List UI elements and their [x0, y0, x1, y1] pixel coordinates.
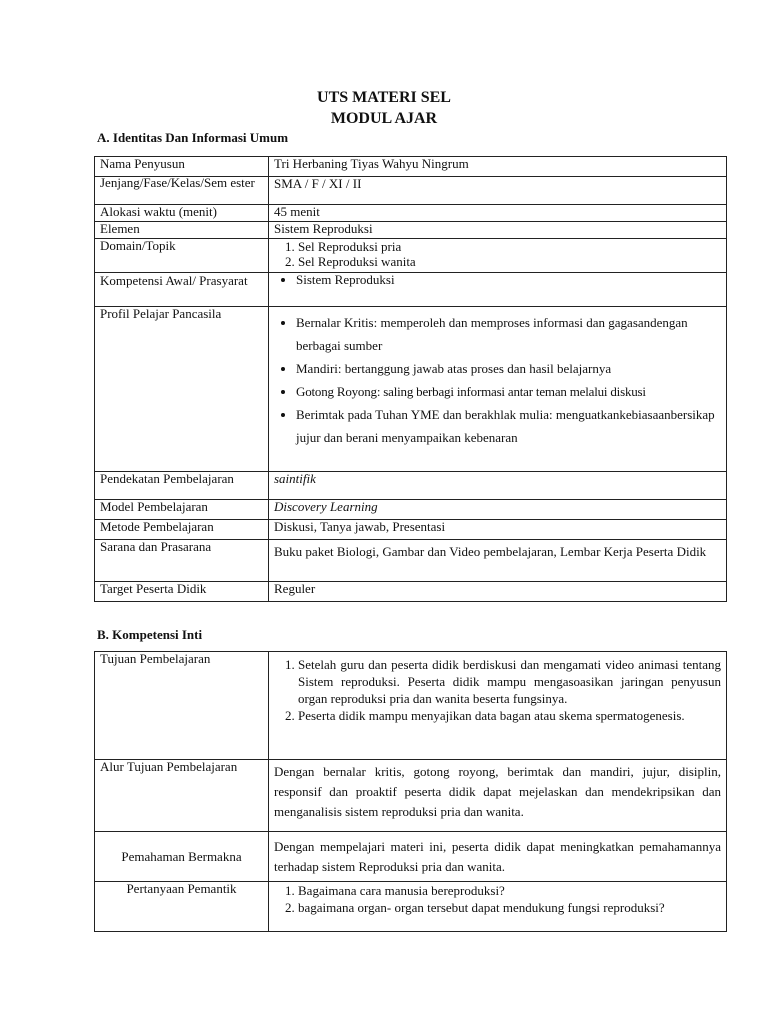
table-row: [95, 832, 727, 882]
document-title-line2: MODUL AJAR: [330, 110, 438, 127]
row-value: Dengan bernalar kritis, gotong royong, berimtak dan mandiri, jujur, disiplin, responsif dan proaktif peserta didik dapat mejelaskan dan mendekripsikan dan menganalisis sistem reproduksi pria dan wanita.: [269, 760, 727, 832]
table-row: [95, 205, 727, 222]
row-label: Target Peserta Didik: [95, 582, 269, 602]
table-row: [95, 472, 727, 500]
row-value: [269, 239, 727, 273]
list-item: • Gotong Royong: saling berbagi informasi antar teman melalui diskusi: [296, 380, 721, 403]
row-label: Sarana dan Prasarana: [95, 540, 269, 582]
list-item: • Sistem Reproduksi: [296, 273, 721, 287]
table-row: [95, 540, 727, 582]
row-value: Sistem Reproduksi: [269, 222, 727, 239]
row-value: Buku paket Biologi, Gambar dan Video pembelajaran, Lembar Kerja Peserta Didik: [269, 540, 727, 582]
row-value: [269, 652, 727, 760]
row-label: Kompetensi Awal/ Prasyarat: [95, 273, 269, 307]
section-a-heading: A. Identitas Dan Informasi Umum: [97, 130, 289, 145]
row-value: 45 menit: [269, 205, 727, 222]
row-label: Pertanyaan Pemantik: [95, 882, 269, 932]
row-label: Jenjang/Fase/Kelas/Sem ester: [95, 177, 269, 205]
row-value: saintifik: [269, 472, 727, 500]
row-value: SMA / F / XI / II: [269, 177, 727, 205]
list-item: • Mandiri: bertanggung jawab atas proses dan hasil belajarnya: [296, 357, 721, 380]
table-row: [95, 222, 727, 239]
row-value: Tri Herbaning Tiyas Wahyu Ningrum: [269, 157, 727, 177]
list-item: 1. Setelah guru dan peserta didik berdiskusi dan mengamati video animasi tentang Sistem reproduksi. Peserta didik mampu mengasoasikan jaringan penyusun organ reproduksi pria dan wanita beserta fungsinya.: [298, 656, 721, 707]
list-item: 2. Peserta didik mampu menyajikan data bagan atau skema spermatogenesis.: [298, 707, 721, 724]
list-item: 2. Sel Reproduksi wanita: [298, 254, 721, 269]
table-row: [95, 500, 727, 520]
table-row: [95, 307, 727, 472]
table-row: [95, 582, 727, 602]
row-value: Reguler: [269, 582, 727, 602]
list-item: • Bernalar Kritis: memperoleh dan memproses informasi dan gagasandengan berbagai sumber: [296, 311, 721, 357]
table-row: [95, 273, 727, 307]
row-label: Tujuan Pembelajaran: [95, 652, 269, 760]
row-label: Alokasi waktu (menit): [95, 205, 269, 222]
row-label: Pemahaman Bermakna: [95, 832, 269, 882]
row-value: Discovery Learning: [269, 500, 727, 520]
row-label: Metode Pembelajaran: [95, 520, 269, 540]
row-label: Profil Pelajar Pancasila: [95, 307, 269, 472]
list-item: 1. Bagaimana cara manusia bereproduksi?: [298, 882, 721, 899]
row-label: Nama Penyusun: [95, 157, 269, 177]
row-label: Elemen: [95, 222, 269, 239]
row-label: Alur Tujuan Pembelajaran: [95, 760, 269, 832]
row-label: Model Pembelajaran: [95, 500, 269, 520]
list-item: • Berimtak pada Tuhan YME dan berakhlak mulia: menguatkankebiasaanbersikap jujur dan berani menyampaikan kebenaran: [296, 403, 721, 449]
table-row: [95, 652, 727, 760]
row-label: Pendekatan Pembelajaran: [95, 472, 269, 500]
section-b-heading: B. Kompetensi Inti: [97, 627, 203, 642]
row-value: Diskusi, Tanya jawab, Presentasi: [269, 520, 727, 540]
table-row: [95, 882, 727, 932]
row-value: [269, 307, 727, 472]
row-value: Dengan mempelajari materi ini, peserta didik dapat meningkatkan pemahamannya terhadap sistem Reproduksi pria dan wanita.: [269, 832, 727, 882]
table-row: [95, 760, 727, 832]
kompetensi-table: [94, 651, 727, 932]
identitas-table: [94, 156, 727, 602]
document-title-line1: UTS MATERI SEL: [317, 89, 451, 106]
row-value: [269, 882, 727, 932]
row-label: Domain/Topik: [95, 239, 269, 273]
table-row: [95, 520, 727, 540]
list-item: 1. Sel Reproduksi pria: [298, 239, 721, 254]
table-row: [95, 157, 727, 177]
list-item: 2. bagaimana organ- organ tersebut dapat mendukung fungsi reproduksi?: [298, 899, 721, 916]
table-row: [95, 177, 727, 205]
row-value: [269, 273, 727, 307]
table-row: [95, 239, 727, 273]
